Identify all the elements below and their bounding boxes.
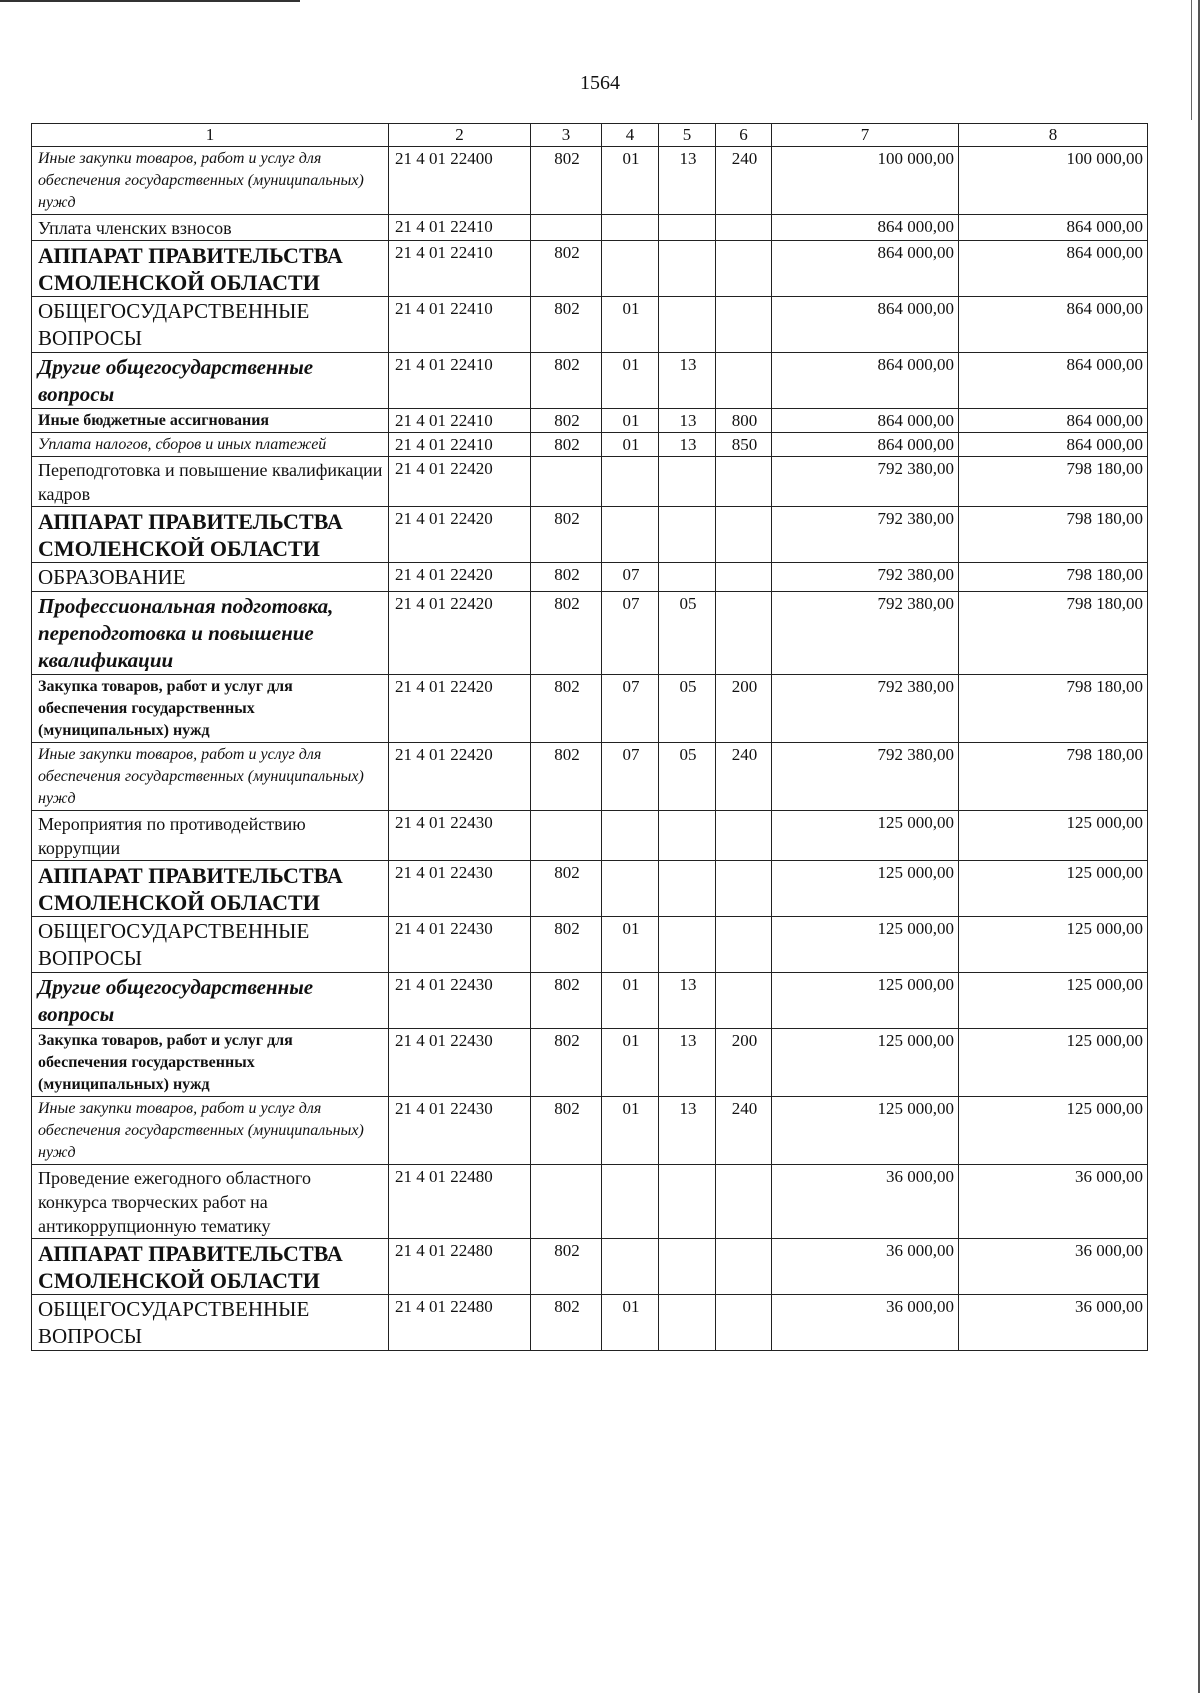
row-name: Уплата членских взносов [32,215,389,241]
row-name: Закупка товаров, работ и услуг для обеспечения государственных (муниципальных) нужд [32,675,389,743]
table-row [32,1097,1148,1165]
row-col-3: 802 [531,409,602,433]
row-col-5: 05 [659,592,716,675]
row-name: ОБЩЕГОСУДАРСТВЕННЫЕ ВОПРОСЫ [32,1295,389,1351]
row-amount-7: 792 380,00 [772,457,959,507]
row-col-3 [531,1165,602,1239]
row-col-5 [659,1165,716,1239]
row-amount-8: 798 180,00 [959,592,1148,675]
row-name: Другие общегосударственные вопросы [32,973,389,1029]
row-col-4 [602,811,659,861]
table-row [32,409,1148,433]
row-code: 21 4 01 22410 [389,297,531,353]
row-code: 21 4 01 22410 [389,241,531,297]
row-col-6 [716,563,772,592]
table-row [32,743,1148,811]
row-code: 21 4 01 22410 [389,433,531,457]
row-col-3: 802 [531,563,602,592]
row-code: 21 4 01 22480 [389,1295,531,1351]
row-col-5: 13 [659,147,716,215]
table-row [32,353,1148,409]
row-amount-8: 125 000,00 [959,861,1148,917]
row-col-4 [602,1239,659,1295]
row-col-4: 01 [602,147,659,215]
row-col-6 [716,1295,772,1351]
row-col-6 [716,592,772,675]
row-amount-7: 864 000,00 [772,241,959,297]
row-col-5: 13 [659,433,716,457]
row-code: 21 4 01 22420 [389,563,531,592]
row-col-3: 802 [531,297,602,353]
table-row [32,1165,1148,1239]
header-col-4: 4 [602,124,659,147]
row-amount-7: 36 000,00 [772,1295,959,1351]
row-col-3: 802 [531,1295,602,1351]
header-col-2: 2 [389,124,531,147]
row-name: ОБЩЕГОСУДАРСТВЕННЫЕ ВОПРОСЫ [32,917,389,973]
row-code: 21 4 01 22410 [389,353,531,409]
header-col-6: 6 [716,124,772,147]
row-col-6 [716,1239,772,1295]
row-col-3: 802 [531,743,602,811]
row-col-3: 802 [531,1029,602,1097]
row-col-5 [659,917,716,973]
row-col-3: 802 [531,973,602,1029]
row-col-6: 240 [716,147,772,215]
row-amount-7: 792 380,00 [772,592,959,675]
row-name: АППАРАТ ПРАВИТЕЛЬСТВА СМОЛЕНСКОЙ ОБЛАСТИ [32,861,389,917]
row-col-6: 200 [716,1029,772,1097]
row-col-3: 802 [531,675,602,743]
row-col-6: 240 [716,743,772,811]
row-col-6 [716,811,772,861]
row-amount-8: 36 000,00 [959,1295,1148,1351]
row-col-3: 802 [531,592,602,675]
budget-table [31,123,1148,1351]
row-name: Уплата налогов, сборов и иных платежей [32,433,389,457]
row-col-4: 01 [602,1097,659,1165]
header-col-3: 3 [531,124,602,147]
row-col-5 [659,215,716,241]
row-col-5 [659,861,716,917]
row-code: 21 4 01 22480 [389,1165,531,1239]
row-amount-8: 864 000,00 [959,297,1148,353]
table-row [32,563,1148,592]
row-name: Иные бюджетные ассигнования [32,409,389,433]
row-amount-7: 125 000,00 [772,973,959,1029]
table-row [32,592,1148,675]
row-col-5 [659,241,716,297]
header-col-1: 1 [32,124,389,147]
row-amount-8: 125 000,00 [959,917,1148,973]
page-number: 1564 [580,72,620,94]
row-amount-7: 864 000,00 [772,433,959,457]
row-amount-8: 864 000,00 [959,215,1148,241]
row-code: 21 4 01 22410 [389,409,531,433]
table-row [32,241,1148,297]
row-col-5 [659,811,716,861]
row-col-4: 07 [602,592,659,675]
row-col-6 [716,507,772,563]
row-amount-7: 792 380,00 [772,675,959,743]
row-name: АППАРАТ ПРАВИТЕЛЬСТВА СМОЛЕНСКОЙ ОБЛАСТИ [32,241,389,297]
row-amount-7: 125 000,00 [772,861,959,917]
row-col-6 [716,973,772,1029]
row-col-4 [602,215,659,241]
row-col-3: 802 [531,1097,602,1165]
row-col-4: 01 [602,917,659,973]
row-code: 21 4 01 22430 [389,1029,531,1097]
row-col-4: 01 [602,973,659,1029]
row-code: 21 4 01 22420 [389,592,531,675]
row-col-3 [531,811,602,861]
row-name: Закупка товаров, работ и услуг для обеспечения государственных (муниципальных) нужд [32,1029,389,1097]
row-amount-7: 864 000,00 [772,409,959,433]
row-col-6 [716,457,772,507]
row-name: Иные закупки товаров, работ и услуг для обеспечения государственных (муниципальных) нужд [32,743,389,811]
row-col-6: 240 [716,1097,772,1165]
row-name: Другие общегосударственные вопросы [32,353,389,409]
row-amount-7: 864 000,00 [772,215,959,241]
row-amount-8: 798 180,00 [959,743,1148,811]
row-amount-8: 864 000,00 [959,433,1148,457]
table-row [32,675,1148,743]
row-col-3: 802 [531,917,602,973]
row-col-6 [716,297,772,353]
row-col-3 [531,215,602,241]
row-col-4 [602,241,659,297]
row-code: 21 4 01 22430 [389,1097,531,1165]
table-row [32,433,1148,457]
row-code: 21 4 01 22430 [389,917,531,973]
row-col-3: 802 [531,353,602,409]
row-name: Иные закупки товаров, работ и услуг для обеспечения государственных (муниципальных) нужд [32,147,389,215]
row-name: Профессиональная подготовка, переподготовка и повышение квалификации [32,592,389,675]
row-amount-8: 36 000,00 [959,1165,1148,1239]
row-col-4: 01 [602,409,659,433]
table-row [32,147,1148,215]
row-name: ОБЩЕГОСУДАРСТВЕННЫЕ ВОПРОСЫ [32,297,389,353]
row-amount-8: 100 000,00 [959,147,1148,215]
row-col-6: 800 [716,409,772,433]
row-amount-7: 792 380,00 [772,743,959,811]
row-col-5: 13 [659,1029,716,1097]
row-amount-8: 798 180,00 [959,675,1148,743]
header-col-8: 8 [959,124,1148,147]
row-col-4: 07 [602,743,659,811]
row-col-6: 850 [716,433,772,457]
row-col-4: 01 [602,353,659,409]
row-amount-8: 864 000,00 [959,353,1148,409]
row-name: АППАРАТ ПРАВИТЕЛЬСТВА СМОЛЕНСКОЙ ОБЛАСТИ [32,507,389,563]
row-col-3: 802 [531,147,602,215]
row-code: 21 4 01 22410 [389,215,531,241]
row-name: Переподготовка и повышение квалификации кадров [32,457,389,507]
table-row [32,861,1148,917]
row-amount-8: 864 000,00 [959,409,1148,433]
row-code: 21 4 01 22480 [389,1239,531,1295]
row-amount-8: 798 180,00 [959,457,1148,507]
table-row [32,507,1148,563]
row-col-4: 01 [602,1295,659,1351]
row-col-4: 07 [602,563,659,592]
header-col-7: 7 [772,124,959,147]
row-amount-7: 36 000,00 [772,1165,959,1239]
row-code: 21 4 01 22420 [389,507,531,563]
row-col-3: 802 [531,1239,602,1295]
table-row [32,1239,1148,1295]
row-amount-7: 864 000,00 [772,297,959,353]
scan-right-mark [1191,0,1192,120]
row-amount-7: 125 000,00 [772,811,959,861]
row-col-4 [602,507,659,563]
row-col-3: 802 [531,507,602,563]
row-col-5: 13 [659,1097,716,1165]
table-row [32,973,1148,1029]
row-col-4: 07 [602,675,659,743]
row-code: 21 4 01 22400 [389,147,531,215]
header-col-5: 5 [659,124,716,147]
row-name: Иные закупки товаров, работ и услуг для обеспечения государственных (муниципальных) нужд [32,1097,389,1165]
row-col-6: 200 [716,675,772,743]
row-amount-7: 36 000,00 [772,1239,959,1295]
row-col-5: 05 [659,743,716,811]
row-amount-7: 864 000,00 [772,353,959,409]
row-amount-7: 125 000,00 [772,917,959,973]
row-col-6 [716,1165,772,1239]
row-col-5 [659,457,716,507]
row-col-3: 802 [531,433,602,457]
row-col-6 [716,917,772,973]
table-row [32,1029,1148,1097]
row-col-4: 01 [602,433,659,457]
row-amount-8: 125 000,00 [959,1097,1148,1165]
row-col-4: 01 [602,297,659,353]
row-col-5 [659,563,716,592]
row-col-5: 13 [659,973,716,1029]
row-col-5 [659,297,716,353]
table-row [32,297,1148,353]
row-col-4 [602,861,659,917]
row-col-5: 13 [659,409,716,433]
row-col-3: 802 [531,241,602,297]
row-amount-7: 125 000,00 [772,1029,959,1097]
row-col-6 [716,353,772,409]
row-amount-8: 125 000,00 [959,973,1148,1029]
row-col-3 [531,457,602,507]
row-amount-8: 864 000,00 [959,241,1148,297]
row-code: 21 4 01 22430 [389,811,531,861]
row-amount-8: 798 180,00 [959,507,1148,563]
row-name: ОБРАЗОВАНИЕ [32,563,389,592]
row-col-4 [602,1165,659,1239]
row-col-5 [659,1239,716,1295]
row-code: 21 4 01 22430 [389,973,531,1029]
row-amount-7: 100 000,00 [772,147,959,215]
row-amount-8: 125 000,00 [959,811,1148,861]
table-row [32,811,1148,861]
row-col-4 [602,457,659,507]
row-amount-8: 798 180,00 [959,563,1148,592]
row-col-6 [716,861,772,917]
row-amount-8: 36 000,00 [959,1239,1148,1295]
row-name: Проведение ежегодного областного конкурса творческих работ на антикоррупционную тематику [32,1165,389,1239]
row-col-4: 01 [602,1029,659,1097]
table-row [32,917,1148,973]
row-col-5: 05 [659,675,716,743]
row-amount-7: 792 380,00 [772,507,959,563]
row-code: 21 4 01 22420 [389,675,531,743]
row-amount-7: 125 000,00 [772,1097,959,1165]
row-col-6 [716,215,772,241]
row-col-5: 13 [659,353,716,409]
row-col-6 [716,241,772,297]
table-row [32,457,1148,507]
row-col-5 [659,1295,716,1351]
row-amount-8: 125 000,00 [959,1029,1148,1097]
row-code: 21 4 01 22420 [389,743,531,811]
table-row [32,1295,1148,1351]
row-name: Мероприятия по противодействию коррупции [32,811,389,861]
header-row [32,124,1148,147]
row-code: 21 4 01 22420 [389,457,531,507]
table-row [32,215,1148,241]
row-col-3: 802 [531,861,602,917]
row-name: АППАРАТ ПРАВИТЕЛЬСТВА СМОЛЕНСКОЙ ОБЛАСТИ [32,1239,389,1295]
row-col-5 [659,507,716,563]
scan-top-line [0,0,300,2]
row-code: 21 4 01 22430 [389,861,531,917]
row-amount-7: 792 380,00 [772,563,959,592]
